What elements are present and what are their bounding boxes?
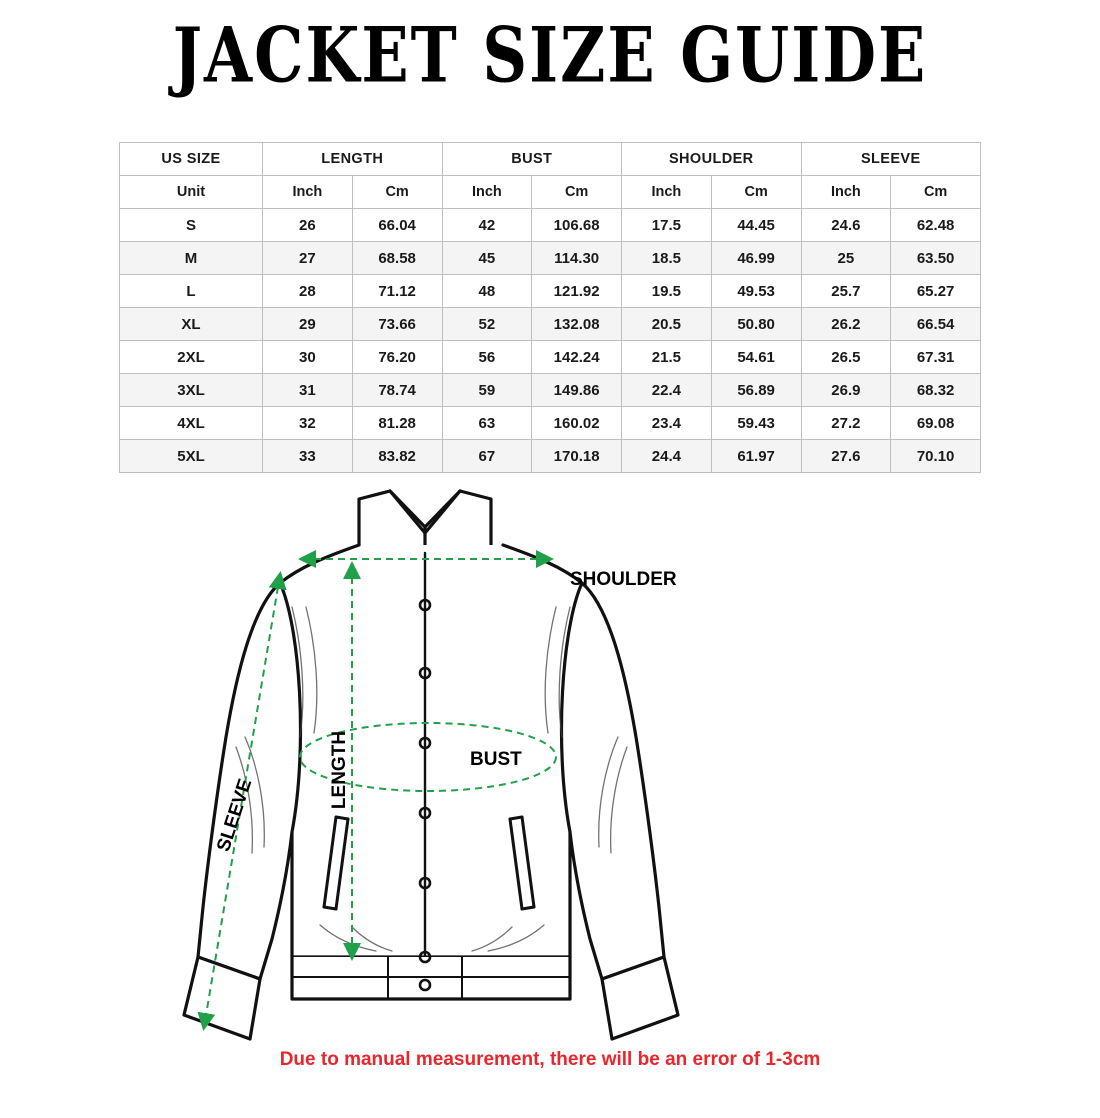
cell-length-cm: 66.04 [352, 209, 442, 242]
unit-sleeve-cm: Cm [891, 176, 981, 209]
cell-sleeve-cm: 70.10 [891, 440, 981, 473]
jacket-diagram [0, 487, 1100, 1047]
cell-bust-cm: 160.02 [532, 407, 622, 440]
cell-bust-inch: 63 [442, 407, 532, 440]
unit-length-cm: Cm [352, 176, 442, 209]
cell-bust-cm: 114.30 [532, 242, 622, 275]
cell-length-cm: 83.82 [352, 440, 442, 473]
size-table [119, 142, 981, 473]
page-title: JACKET SIZE GUIDE [172, 10, 928, 100]
cell-bust-cm: 149.86 [532, 374, 622, 407]
table-row [120, 308, 981, 341]
cell-shoulder-inch: 20.5 [622, 308, 712, 341]
cell-bust-inch: 45 [442, 242, 532, 275]
cell-sleeve-inch: 25.7 [801, 275, 891, 308]
cell-size: L [120, 275, 263, 308]
table-row [120, 275, 981, 308]
cell-shoulder-inch: 23.4 [622, 407, 712, 440]
cell-length-inch: 29 [263, 308, 353, 341]
table-row [120, 341, 981, 374]
cell-size: 4XL [120, 407, 263, 440]
group-header-length: LENGTH [263, 143, 443, 176]
cell-sleeve-cm: 63.50 [891, 242, 981, 275]
cell-shoulder-cm: 61.97 [711, 440, 801, 473]
cell-bust-cm: 142.24 [532, 341, 622, 374]
group-header-sleeve: SLEEVE [801, 143, 981, 176]
measurement-note: Due to manual measurement, there will be an error of 1-3cm [279, 1049, 821, 1070]
cell-bust-cm: 106.68 [532, 209, 622, 242]
unit-label: Unit [120, 176, 263, 209]
cell-shoulder-inch: 22.4 [622, 374, 712, 407]
label-bust: BUST [470, 749, 522, 770]
cell-sleeve-inch: 27.2 [801, 407, 891, 440]
cell-size: 2XL [120, 341, 263, 374]
cell-sleeve-inch: 24.6 [801, 209, 891, 242]
table-row [120, 374, 981, 407]
cell-sleeve-inch: 26.9 [801, 374, 891, 407]
cell-length-inch: 26 [263, 209, 353, 242]
group-header-bust: BUST [442, 143, 622, 176]
table-row [120, 209, 981, 242]
size-table-container [119, 142, 981, 473]
cell-shoulder-cm: 49.53 [711, 275, 801, 308]
cell-length-cm: 81.28 [352, 407, 442, 440]
cell-length-inch: 28 [263, 275, 353, 308]
table-unit-row [120, 176, 981, 209]
cell-shoulder-cm: 50.80 [711, 308, 801, 341]
cell-size: S [120, 209, 263, 242]
cell-length-inch: 32 [263, 407, 353, 440]
unit-sleeve-inch: Inch [801, 176, 891, 209]
cell-shoulder-inch: 24.4 [622, 440, 712, 473]
cell-sleeve-cm: 67.31 [891, 341, 981, 374]
cell-length-cm: 76.20 [352, 341, 442, 374]
cell-shoulder-cm: 59.43 [711, 407, 801, 440]
cell-bust-cm: 170.18 [532, 440, 622, 473]
label-sleeve: SLEEVE [213, 776, 257, 855]
table-group-header-row [120, 143, 981, 176]
label-shoulder: SHOULDER [570, 569, 677, 590]
cell-bust-inch: 42 [442, 209, 532, 242]
unit-bust-cm: Cm [532, 176, 622, 209]
cell-sleeve-inch: 26.5 [801, 341, 891, 374]
cell-bust-inch: 59 [442, 374, 532, 407]
cell-length-inch: 33 [263, 440, 353, 473]
unit-length-inch: Inch [263, 176, 353, 209]
cell-sleeve-cm: 62.48 [891, 209, 981, 242]
cell-shoulder-inch: 21.5 [622, 341, 712, 374]
cell-shoulder-cm: 54.61 [711, 341, 801, 374]
cell-shoulder-cm: 44.45 [711, 209, 801, 242]
unit-bust-inch: Inch [442, 176, 532, 209]
unit-shoulder-inch: Inch [622, 176, 712, 209]
cell-sleeve-cm: 69.08 [891, 407, 981, 440]
cell-bust-inch: 67 [442, 440, 532, 473]
cell-bust-cm: 132.08 [532, 308, 622, 341]
cell-sleeve-inch: 25 [801, 242, 891, 275]
table-row [120, 440, 981, 473]
cell-sleeve-cm: 66.54 [891, 308, 981, 341]
group-header-us-size: US SIZE [120, 143, 263, 176]
cell-length-cm: 73.66 [352, 308, 442, 341]
table-row [120, 242, 981, 275]
cell-length-cm: 68.58 [352, 242, 442, 275]
cell-length-inch: 31 [263, 374, 353, 407]
cell-bust-inch: 48 [442, 275, 532, 308]
cell-length-inch: 30 [263, 341, 353, 374]
cell-size: 3XL [120, 374, 263, 407]
cell-length-cm: 78.74 [352, 374, 442, 407]
cell-sleeve-inch: 27.6 [801, 440, 891, 473]
cell-shoulder-inch: 19.5 [622, 275, 712, 308]
cell-sleeve-inch: 26.2 [801, 308, 891, 341]
cell-bust-inch: 52 [442, 308, 532, 341]
cell-size: XL [120, 308, 263, 341]
group-header-shoulder: SHOULDER [622, 143, 802, 176]
cell-sleeve-cm: 68.32 [891, 374, 981, 407]
cell-shoulder-inch: 17.5 [622, 209, 712, 242]
cell-size: 5XL [120, 440, 263, 473]
cell-shoulder-inch: 18.5 [622, 242, 712, 275]
unit-shoulder-cm: Cm [711, 176, 801, 209]
cell-length-cm: 71.12 [352, 275, 442, 308]
cell-bust-inch: 56 [442, 341, 532, 374]
cell-shoulder-cm: 46.99 [711, 242, 801, 275]
cell-bust-cm: 121.92 [532, 275, 622, 308]
cell-size: M [120, 242, 263, 275]
cell-shoulder-cm: 56.89 [711, 374, 801, 407]
label-length: LENGTH [329, 730, 350, 810]
table-row [120, 407, 981, 440]
cell-sleeve-cm: 65.27 [891, 275, 981, 308]
cell-length-inch: 27 [263, 242, 353, 275]
